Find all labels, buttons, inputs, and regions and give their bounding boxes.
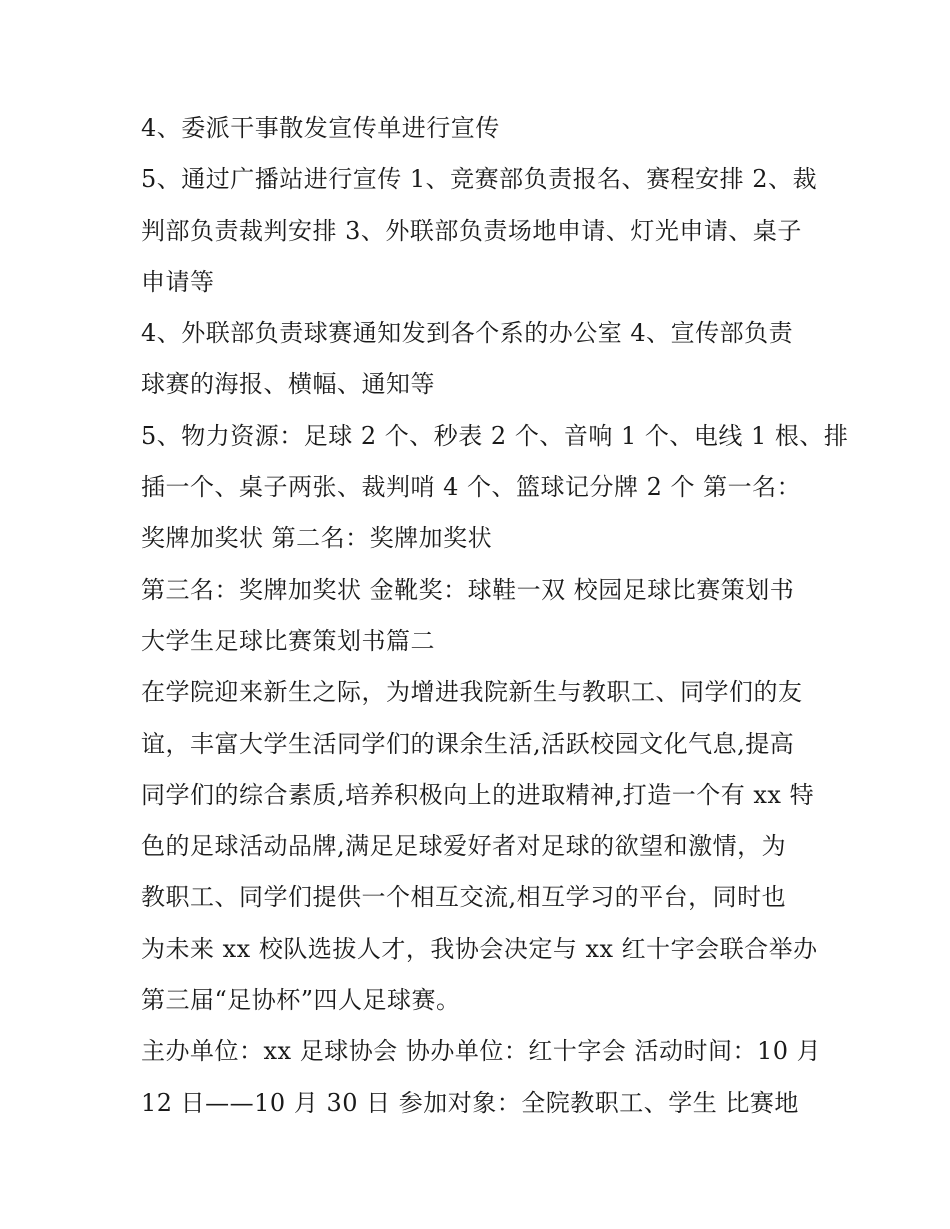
text-line: 第三届“足协杯”四人足球赛。 bbox=[141, 986, 461, 1015]
text-line: 同学们的综合素质,培养积极向上的进取精神,打造一个有 xx 特 bbox=[141, 780, 815, 809]
text-line: 在学院迎来新生之际，为增进我院新生与教职工、同学们的友 bbox=[141, 678, 803, 707]
document-body bbox=[141, 103, 849, 1129]
text-line: 4、委派干事散发宣传单进行宣传 bbox=[141, 114, 500, 142]
text-line: 判部负责裁判安排 3、外联部负责场地申请、灯光申请、桌子 bbox=[141, 216, 802, 245]
text-line: 谊，丰富大学生活同学们的课余生活,活跃校园文化气息,提高 bbox=[141, 729, 795, 758]
text-line: 5、通过广播站进行宣传 1、竞赛部负责报名、赛程安排 2、裁 bbox=[141, 165, 818, 194]
text-line: 申请等 bbox=[141, 267, 215, 296]
text-line: 教职工、同学们提供一个相互交流,相互学习的平台，同时也 bbox=[141, 883, 787, 912]
section-heading: 大学生足球比赛策划书篇二 bbox=[141, 626, 435, 655]
text-line: 第三名：奖牌加奖状 金靴奖：球鞋一双 校园足球比赛策划书 bbox=[141, 575, 795, 604]
text-line: 球赛的海报、横幅、通知等 bbox=[141, 370, 435, 399]
text-line: 12 日——10 月 30 日 参加对象：全院教职工、学生 比赛地 bbox=[141, 1088, 799, 1117]
text-line: 4、外联部负责球赛通知发到各个系的办公室 4、宣传部负责 bbox=[141, 319, 794, 348]
text-line: 主办单位：xx 足球协会 协办单位：红十字会 活动时间：10 月 bbox=[141, 1037, 822, 1066]
text-line: 为未来 xx 校队选拔人才，我协会决定与 xx 红十字会联合举办 bbox=[141, 934, 818, 963]
text-line: 插一个、桌子两张、裁判哨 4 个、篮球记分牌 2 个 第一名： bbox=[141, 473, 802, 502]
text-line: 色的足球活动品牌,满足足球爱好者对足球的欲望和激情，为 bbox=[141, 832, 787, 861]
text-line: 5、物力资源：足球 2 个、秒表 2 个、音响 1 个、电线 1 根、排 bbox=[141, 421, 849, 450]
text-line: 奖牌加奖状 第二名：奖牌加奖状 bbox=[141, 524, 493, 553]
